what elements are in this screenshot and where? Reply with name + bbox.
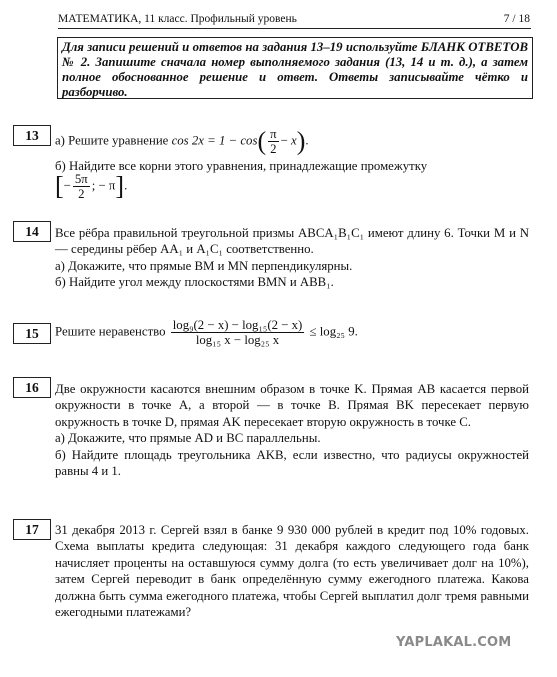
task-17-body: 31 декабря 2013 г. Сергей взял в банке 9 930 000 рублей в кредит под 10% годовых. Схема выплаты кредита следующая: 31 декабря каждого следующего года банк начисляет проценты на оставшуюся сумму долга (то есть увеличивает долг на 10%), затем Сергей переводит в банк определённую сумму ежегодного платежа. Какова должна быть сумма ежегодного платежа, чтобы Сергей выплатил долг тремя равными ежегодными платежами? [55, 523, 529, 620]
task-15-denominator: log₁₅ x − log₂₅ x [195, 333, 280, 347]
task-15-number: 15 [13, 323, 51, 344]
task-14-condition: Все рёбра правильной треугольной призмы ABCA₁B₁C₁ имеют длину 6. Точки M и N — середины рёбер AA₁ и A₁C₁ соответственно. [55, 226, 529, 257]
task-15-rhs: ≤ log₂₅ 9. [309, 324, 358, 339]
task-13-part-b: б) Найдите все корни этого уравнения, принадлежащие промежутку [55, 159, 428, 173]
task-13-fraction-pi-2: $\frac{\pi}{2}$ [270, 127, 277, 156]
task-14-part-a: а) Докажите, что прямые BM и MN перпендикулярны. [55, 258, 353, 273]
task-15-fraction [171, 318, 305, 347]
instructions-text: Для записи решений и ответов на задания 13–19 используйте БЛАНК ОТВЕТОВ № 2. Запишите сначала номер выполняемого задания (13, 14 и т. д.), а затем полное обоснованное решение и ответ. Ответы записывайте чётко и разборчиво. [62, 40, 528, 99]
header-rule [58, 28, 531, 29]
task-13-number: 13 [13, 125, 51, 146]
task-13-part-a: а) Решите уравнение cos 2x = 1 − cos( $\frac{\pi}{2}$ − x). [55, 126, 309, 156]
task-16-body [55, 381, 529, 479]
task-16-number: 16 [13, 377, 51, 398]
watermark: YAPLAKAL.COM [396, 635, 512, 650]
task-17-number: 17 [13, 519, 51, 540]
page-number: 7 / 18 [503, 13, 530, 25]
task-15-numerator: log₉(2 − x) − log₁₅(2 − x) [172, 318, 303, 332]
task-13-part-a-label: а) Решите уравнение [55, 133, 169, 148]
task-14-part-b: б) Найдите угол между плоскостями BMN и ABB₁. [55, 275, 334, 290]
task-16-condition: Две окружности касаются внешним образом в точке K. Прямая AB касается первой окружности в точке A, а второй — в точке B. Прямая BK пересекает первую окружность в точке D, прямая AK пересекает вторую окружность в точке C. [55, 382, 529, 429]
task-14-body [55, 225, 529, 291]
subject-title: МАТЕМАТИКА, 11 класс. Профильный уровень [58, 13, 297, 25]
task-16-part-a: а) Докажите, что прямые AD и BC параллельны. [55, 431, 321, 446]
task-13-equation: cos 2x = 1 − cos [171, 133, 258, 148]
task-15-body [55, 318, 358, 347]
task-13-interval: [− $\frac{5\pi}{2}$ ; − π]. [55, 171, 128, 201]
task-16-part-b: б) Найдите площадь треугольника AKB, если известно, что радиусы окружностей равны 4 и 1. [55, 447, 529, 479]
task-14-number: 14 [13, 221, 51, 242]
task-13-fraction-5pi-2: $\frac{5\pi}{2}$ [74, 172, 88, 201]
task-15-lead: Решите неравенство [55, 324, 166, 339]
instructions-box [57, 37, 533, 99]
